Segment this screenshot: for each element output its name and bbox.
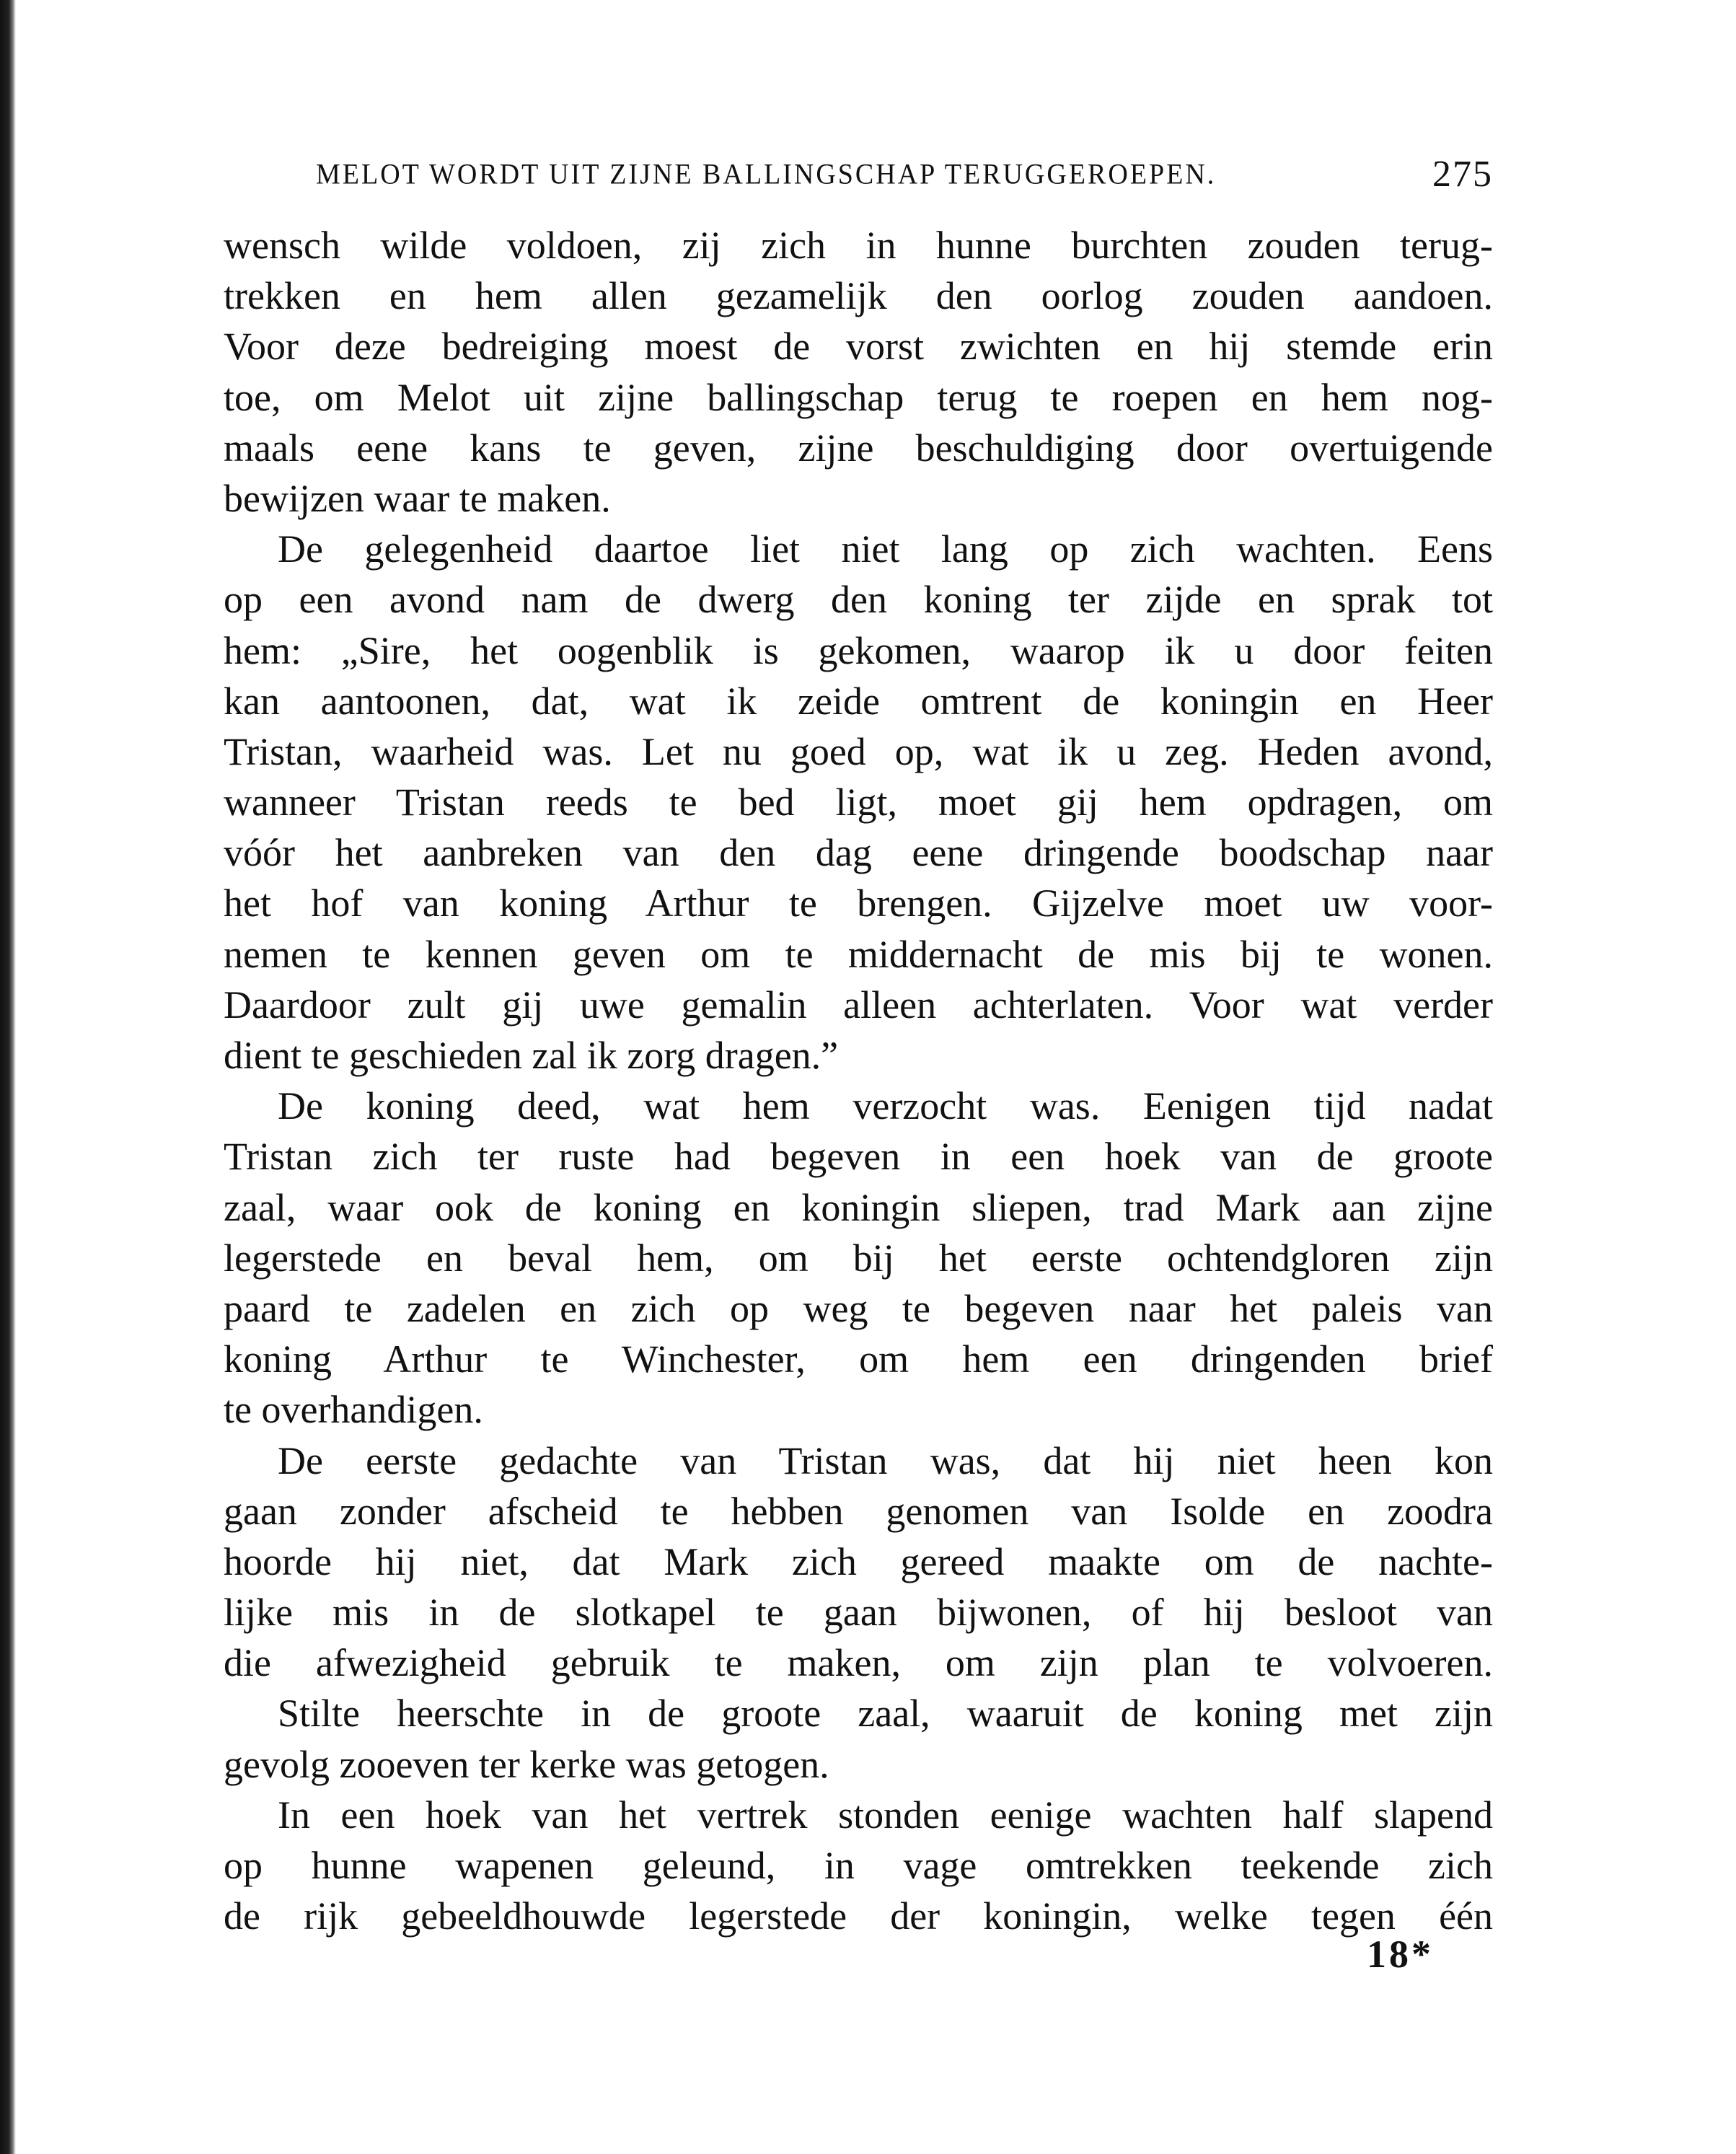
text-line: hem: „Sire, het oogenblik is gekomen, waarop ik u door feiten <box>224 628 1493 672</box>
text-line: paard te zadelen en zich op weg te begeven naar het paleis van <box>224 1286 1493 1330</box>
text-line: koning Arthur te Winchester, om hem een dringenden brief <box>224 1337 1493 1381</box>
text-line: te overhandigen. <box>224 1388 483 1432</box>
text-line: De koning deed, wat hem verzocht was. Eenigen tijd nadat <box>278 1084 1493 1128</box>
text-line: kan aantoonen, dat, wat ik zeide omtrent de koningin en Heer <box>224 679 1493 723</box>
text-line: gevolg zooeven ter kerke was getogen. <box>224 1742 829 1786</box>
page-header <box>316 153 1493 196</box>
text-line: maals eene kans te geven, zijne beschuldiging door overtuigende <box>224 426 1493 470</box>
body-text <box>224 220 1493 1941</box>
text-line: legerstede en beval hem, om bij het eerste ochtendgloren zijn <box>224 1236 1493 1280</box>
text-line: wensch wilde voldoen, zij zich in hunne burchten zouden terug- <box>224 224 1493 267</box>
text-line: In een hoek van het vertrek stonden eenige wachten half slapend <box>278 1793 1493 1837</box>
text-line: dient te geschieden zal ik zorg dragen.” <box>224 1034 839 1077</box>
text-line: De gelegenheid daartoe liet niet lang op zich wachten. Eens <box>278 527 1493 571</box>
text-line: lijke mis in de slotkapel te gaan bijwonen, of hij besloot van <box>224 1591 1493 1635</box>
text-line: Tristan zich ter ruste had begeven in een hoek van de groote <box>224 1135 1493 1179</box>
text-line: Stilte heerschte in de groote zaal, waaruit de koning met zijn <box>278 1692 1493 1736</box>
text-line: vóór het aanbreken van den dag eene dringende boodschap naar <box>224 831 1493 875</box>
text-line: op een avond nam de dwerg den koning ter zijde en sprak tot <box>224 578 1493 622</box>
text-line: Voor deze bedreiging moest de vorst zwichten en hij stemde erin <box>224 325 1493 369</box>
text-line: het hof van koning Arthur te brengen. Gijzelve moet uw voor- <box>224 882 1493 926</box>
signature-mark: 18* <box>1367 1933 1434 1976</box>
text-line: De eerste gedachte van Tristan was, dat hij niet heen kon <box>278 1438 1493 1482</box>
text-line: toe, om Melot uit zijne ballingschap terug te roepen en hem nog- <box>224 375 1493 419</box>
page-number: 275 <box>1432 154 1493 195</box>
text-line: die afwezigheid gebruik te maken, om zijn plan te volvoeren. <box>224 1641 1493 1685</box>
text-line: hoorde hij niet, dat Mark zich gereed maakte om de nachte- <box>224 1539 1493 1583</box>
running-title: MELOT WORDT UIT ZIJNE BALLINGSCHAP TERUGGEROEPEN. <box>316 158 1217 191</box>
text-line: op hunne wapenen geleund, in vage omtrekken teekende zich <box>224 1844 1493 1887</box>
text-line: zaal, waar ook de koning en koningin sliepen, trad Mark aan zijne <box>224 1185 1493 1229</box>
text-line: nemen te kennen geven om te middernacht de mis bij te wonen. <box>224 932 1493 976</box>
text-line: bewijzen waar te maken. <box>224 476 611 520</box>
text-line: Daardoor zult gij uwe gemalin alleen achterlaten. Voor wat verder <box>224 983 1493 1027</box>
text-line: Tristan, waarheid was. Let nu goed op, wat ik u zeg. Heden avond, <box>224 729 1493 773</box>
text-line: gaan zonder afscheid te hebben genomen van Isolde en zoodra <box>224 1489 1493 1533</box>
scan-edge-border <box>0 0 16 2154</box>
text-line: wanneer Tristan reeds te bed ligt, moet gij hem opdragen, om <box>224 781 1493 825</box>
text-line: trekken en hem allen gezamelijk den oorlog zouden aandoen. <box>224 274 1493 318</box>
text-line: de rijk gebeeldhouwde legerstede der koningin, welke tegen één <box>224 1894 1493 1938</box>
